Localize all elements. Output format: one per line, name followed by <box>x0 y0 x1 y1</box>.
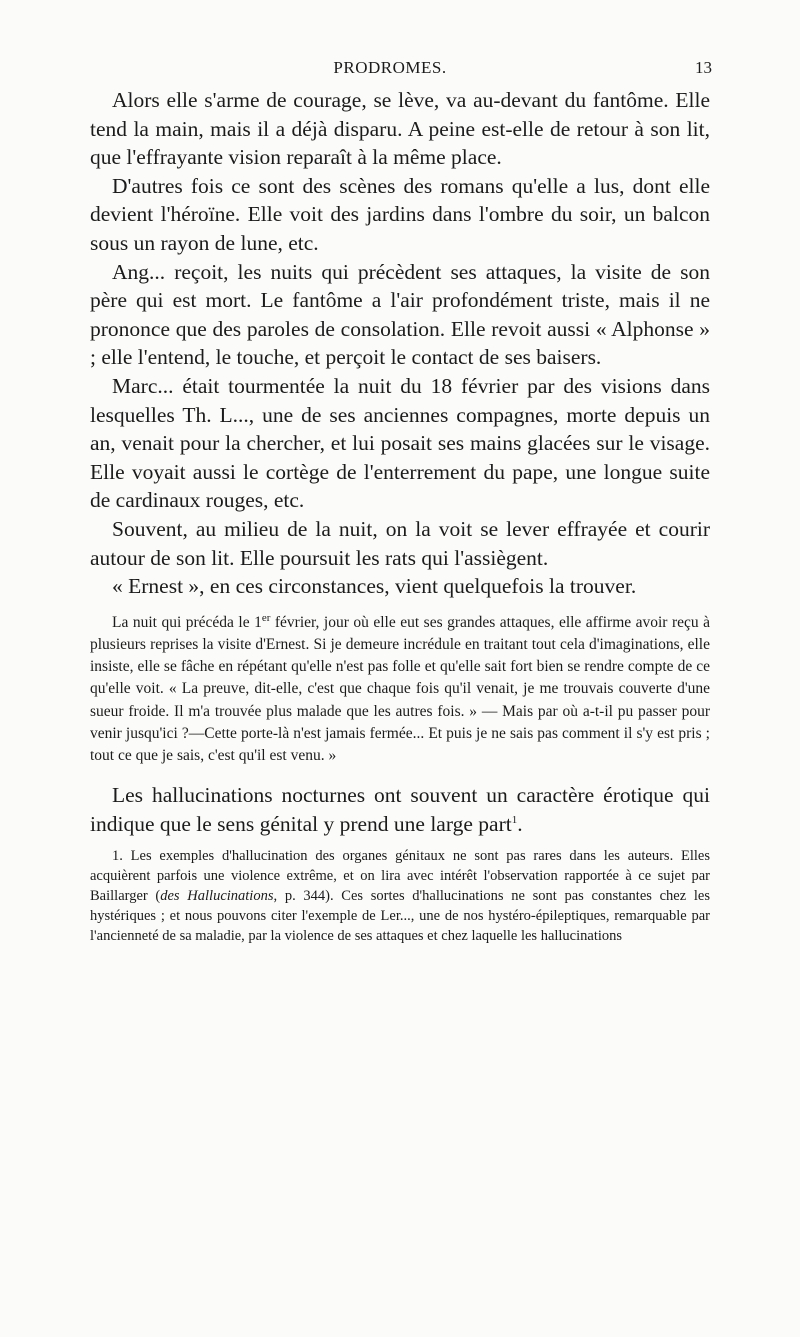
footnote-reference[interactable]: 1 <box>511 813 518 826</box>
footnote-book-title: des Hallucinations <box>160 888 274 905</box>
paragraph: Alors elle s'arme de courage, se lève, va au-devant du fantôme. Elle tend la main, mais il a déjà disparu. A peine est-elle de retour à son lit, que l'effrayante vision reparaît à la même place. <box>90 88 710 170</box>
closing-paragraph-end: . <box>517 811 523 836</box>
running-title: PRODROMES. <box>333 58 447 77</box>
page-number: 13 <box>695 58 712 77</box>
quoted-testimony <box>90 612 710 767</box>
body-text <box>90 86 710 946</box>
footnote-text-end: , p. 344). Ces sortes d'hallucinations ne sont pas constantes chez les hystériques ; et nous pouvons citer l'exemple de Ler..., une de nos hystéro-épileptiques, remarquable par l'ancienneté de sa maladie, par la violence de ses attaques et chez laquelle les hallucinations <box>90 888 710 945</box>
page-header <box>90 52 712 82</box>
closing-paragraph-text: Les hallucinations nocturnes ont souvent un caractère érotique qui indique que le sens génital y prend une large part <box>90 783 710 836</box>
paragraph: Ang... reçoit, les nuits qui précèdent ses attaques, la visite de son père qui est mort. Le fantôme a l'air profondément triste, mais il ne prononce que des paroles de consolation. Elle revoit aussi « Alphonse » ; elle l'entend, le touche, et perçoit le contact de ses baisers. <box>90 259 710 370</box>
footnote-text-start: 1. Les exemples d'hallucination des organes génitaux ne sont pas rares dans les auteurs. Elles acquièrent parfois une violence extrême, et on lira avec intérêt l'observation rapportée à ce sujet par Baillarger ( <box>90 848 710 905</box>
paragraph: « Ernest », en ces circonstances, vient quelquefois la trouver. <box>112 574 637 599</box>
paragraph: Souvent, au milieu de la nuit, on la voit se lever effrayée et courir autour de son lit. Elle poursuit les rats qui l'assiègent. <box>90 516 710 570</box>
paragraph: D'autres fois ce sont des scènes des romans qu'elle a lus, dont elle devient l'héroïne. Elle voit des jardins dans l'ombre du soir, un balcon sous un rayon de lune, etc. <box>90 173 710 255</box>
footnote <box>90 846 710 946</box>
closing-paragraph <box>90 781 710 838</box>
quote-text-end: février, jour où elle eut ses grandes attaques, elle affirme avoir reçu à plusieurs reprises la visite d'Ernest. Si je demeure incrédule en traitant tout cela d'imaginations, elle insiste, elle se fâche en répétant qu'elle n'est pas folle et qu'elle sait fort bien se rendre compte de ce qu'elle voit. « La preuve, dit-elle, c'est que chaque fois qu'il venait, je me trouvais couverte d'une sueur froide. Il m'a trouvée plus malade que les autres fois. » — Mais par où a-t-il pu passer pour venir jusqu'ici ?—Cette porte-là n'est jamais fermée... Et puis je ne sais pas comment il s'y est pris ; tout ce que je sais, c'est qu'il est venu. » <box>90 613 710 764</box>
quote-text-start: La nuit qui précéda le 1 <box>112 613 262 631</box>
paragraph: Marc... était tourmentée la nuit du 18 février par des visions dans lesquelles Th. L..., une de ses anciennes compagnes, morte depuis un an, venait pour la chercher, et lui posait ses mains glacées sur le visage. Elle voyait aussi le cortège de l'enterrement du pape, une longue suite de cardinaux rouges, etc. <box>90 373 710 513</box>
quote-superscript: er <box>261 611 271 624</box>
